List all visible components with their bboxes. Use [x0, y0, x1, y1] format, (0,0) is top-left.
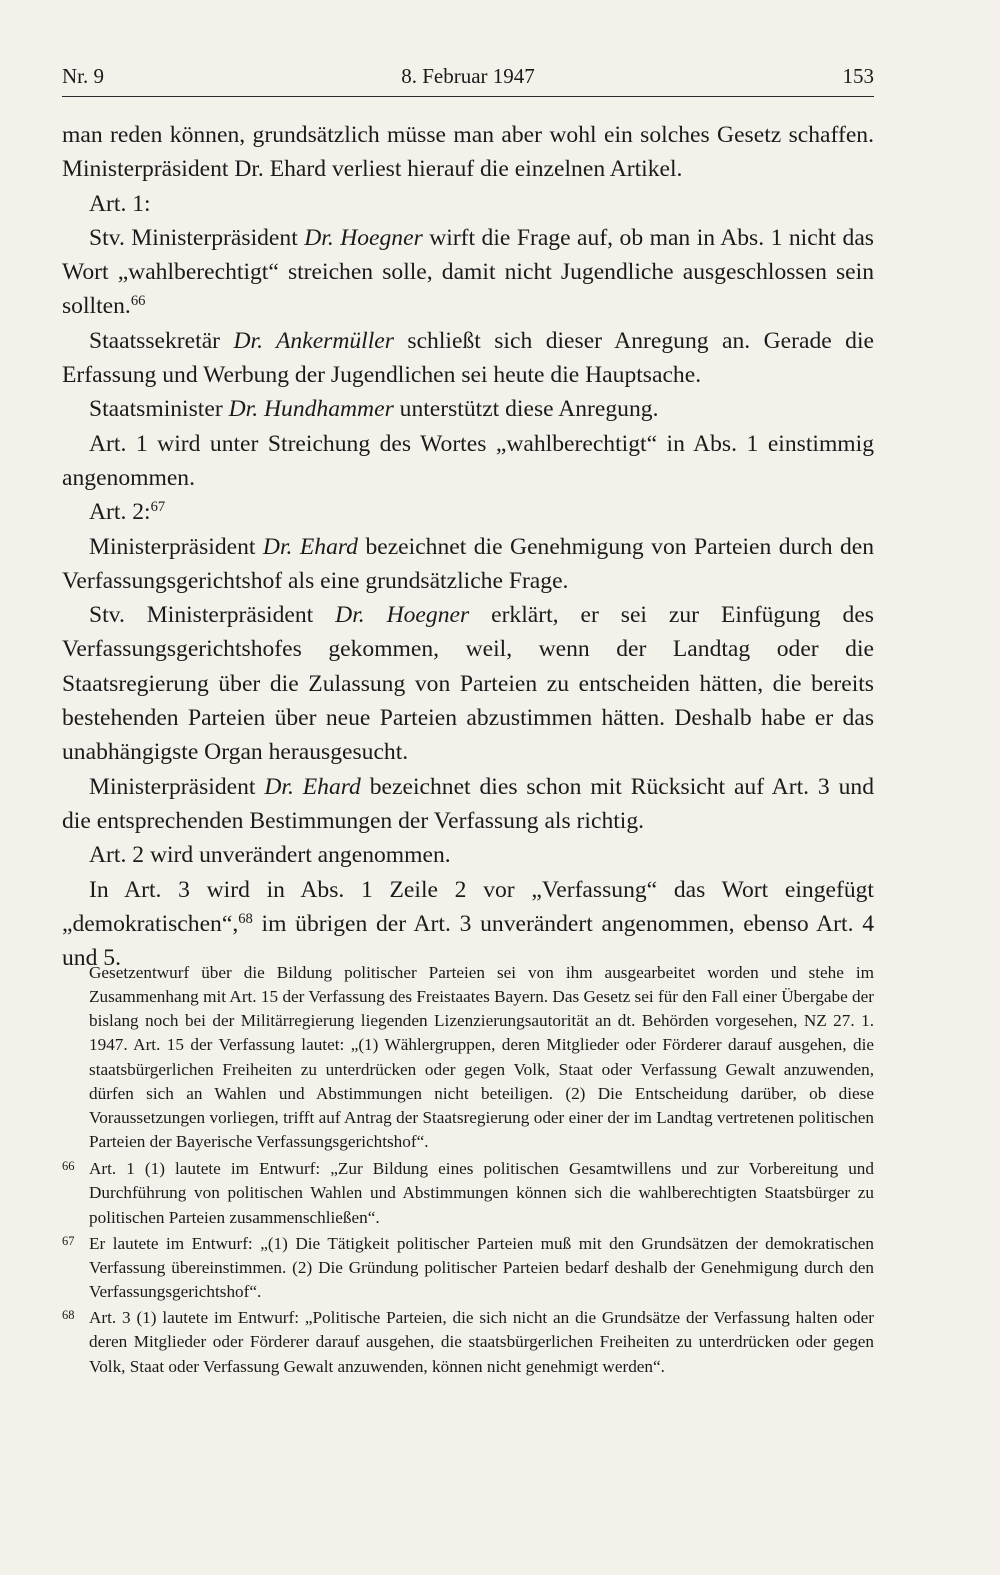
text-run: bezeichnet die Genehmigung von Parteien durch den Verfassungsgerichtshof als eine grundsätzliche Frage.	[62, 533, 875, 594]
footnote-ref-67: 67	[150, 499, 166, 516]
body-text	[62, 118, 874, 975]
article-heading-1: Art. 1:	[89, 190, 151, 217]
text-run: Ministerpräsident	[89, 533, 263, 560]
session-date: 8. Februar 1947	[401, 64, 535, 88]
paragraph-hoegner-art1	[62, 221, 874, 324]
text-run: Stv. Ministerpräsident	[89, 224, 305, 251]
paragraph-art1-decision: Art. 1 wird unter Streichung des Wortes „wahlberechtigt“ in Abs. 1 einstimmig angenommen.	[62, 430, 874, 491]
footnote-number: 66	[62, 1159, 75, 1174]
text-run: schließt sich dieser Anregung an. Gerade die Erfassung und Werbung der Jugendlichen sei heute die Hauptsache.	[62, 327, 874, 389]
text-run: Staatssekretär	[89, 327, 234, 354]
footnote-text: Er lautete im Entwurf: „(1) Die Tätigkeit politischer Parteien muß mit den Grundsätzen der demokratischen Verfassung übereinstimmen. (2) Die Gründung politischer Parteien bedarf deshalb der Genehmigung durch den Verfassungsgerichtshof“.	[89, 1233, 874, 1302]
speaker-name: Dr. Ankermüller	[233, 327, 394, 354]
paragraph-ehard-art3	[62, 770, 874, 839]
text-run: erklärt, er sei zur Einfügung des Verfassungsgerichtshofes gekommen, weil, wenn der Landtag oder die Staatsregierung über die Zulassung von Parteien zu entscheiden hätten, die bereits bestehenden Parteien über neue Parteien abzustimmen hätten. Deshalb habe er das unabhängigste Organ herausgesucht.	[62, 602, 874, 766]
paragraph-art2-decision: Art. 2 wird unverändert angenommen.	[89, 842, 451, 869]
paragraph-art3-decision	[62, 873, 874, 976]
text-run: im übrigen der Art. 3 unverändert angenommen, ebenso Art. 4 und 5.	[62, 910, 874, 972]
footnote-number: 67	[62, 1233, 75, 1248]
footnote-number: 68	[62, 1308, 75, 1323]
footnotes	[62, 961, 874, 1381]
page-number: 153	[842, 64, 874, 88]
paragraph-ehard-art2	[62, 530, 874, 599]
text-run: unterstützt diese Anregung.	[393, 396, 659, 423]
running-header	[62, 60, 874, 97]
footnote-68	[62, 1306, 874, 1378]
text-run: In Art. 3 wird in Abs. 1 Zeile 2 vor „Verfassung“ das Wort eingefügt „demokratischen“,	[62, 876, 874, 937]
text-run: Art. 2:	[89, 499, 151, 526]
footnote-text: Art. 3 (1) lautete im Entwurf: „Politische Parteien, die sich nicht an die Grundsätze der Verfassung halten oder deren Mitglieder oder Förderer darauf ausgehen, die staatsbürgerlichen Freiheiten zu unterdrücken oder gegen Volk, Staat oder Verfassung Gewalt anzuwenden, können nicht genehmigt werden“.	[89, 1308, 874, 1376]
paragraph-ankermueller	[62, 324, 874, 393]
text-run: wirft die Frage auf, ob man in Abs. 1 nicht das Wort „wahlberechtigt“ streichen solle, damit nicht Jugendliche ausgeschlossen sein sollten.	[62, 224, 874, 320]
issue-number: Nr. 9	[62, 64, 104, 88]
speaker-name: Dr. Hoegner	[304, 224, 423, 251]
paragraph-hundhammer	[62, 392, 874, 426]
speaker-name: Dr. Hundhammer	[228, 396, 394, 423]
speaker-name: Dr. Hoegner	[335, 602, 470, 629]
footnote-67	[62, 1232, 874, 1304]
text-run: Stv. Ministerpräsident	[89, 602, 336, 629]
paragraph-hoegner-art2	[62, 598, 874, 769]
footnote-66	[62, 1157, 874, 1229]
text-run: Ministerpräsident	[89, 773, 265, 800]
footnote-ref-66: 66	[130, 293, 146, 310]
speaker-name: Dr. Ehard	[264, 773, 361, 800]
speaker-name: Dr. Ehard	[262, 533, 358, 560]
text-run: bezeichnet dies schon mit Rücksicht auf Art. 3 und die entsprechenden Bestimmungen der Verfassung als richtig.	[62, 773, 875, 834]
footnote-text: Art. 1 (1) lautete im Entwurf: „Zur Bildung eines politischen Gesamtwillens und zur Vorbereitung und Durchführung von politischen Wahlen und Abstimmungen können sich die wahlberechtigten Staatsbürger zu politischen Parteien zusammenschließen“.	[89, 1159, 874, 1227]
text-run: Staatsminister	[89, 396, 229, 423]
footnote-continuation: Gesetzentwurf über die Bildung politischer Parteien sei von ihm ausgearbeitet worden und stehe im Zusammenhang mit Art. 15 der Verfassung des Freistaates Bayern. Das Gesetz sei für den Fall einer Übergabe der bislang noch bei der Militärregierung liegenden Lizenzierungsautorität an dt. Behörden vorgesehen, NZ 27. 1. 1947. Art. 15 der Verfassung lautet: „(1) Wählergruppen, deren Mitglieder oder Förderer darauf ausgehen, die staatsbürgerlichen Freiheiten zu unterdrücken oder gegen Volk, Staat oder Verfassung Gewalt anzuwenden, dürfen sich an Wahlen und Abstimmungen nicht beteiligen. (2) Die Entscheidung darüber, ob diese Voraussetzungen vorliegen, trifft auf Antrag der Staatsregierung oder einer der im Landtag vertretenen politischen Parteien der Bayerische Verfassungsgerichtshof“.	[89, 963, 874, 1152]
footnote-ref-68: 68	[238, 910, 253, 927]
article-heading-2	[62, 495, 874, 529]
paragraph-continuation: man reden können, grundsätzlich müsse man aber wohl ein solches Gesetz schaffen. Ministerpräsident Dr. Ehard verliest hierauf die einzelnen Artikel.	[62, 122, 874, 183]
